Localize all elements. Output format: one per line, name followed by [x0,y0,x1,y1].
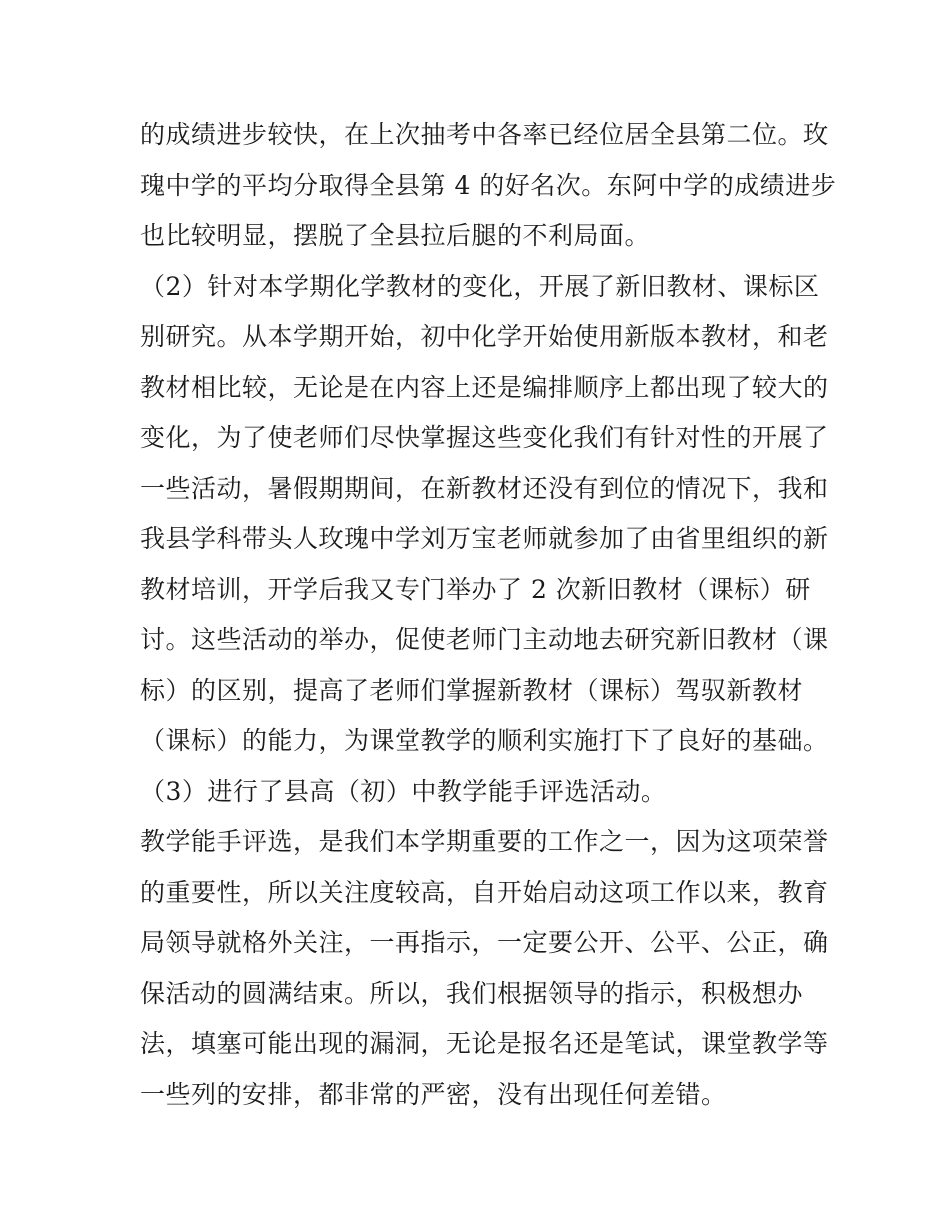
text-line: 保活动的圆满结束。所以，我们根据领导的指示，积极想办 [140,978,804,1008]
text-line: 局领导就格外关注，一再指示，一定要公开、公平、公正，确 [140,928,829,957]
text-line: （3）进行了县高（初）中教学能手评选活动。 [140,776,667,806]
text-line: 变化，为了使老师们尽快掌握这些变化我们有针对性的开展了 [140,423,829,452]
body-text [140,110,837,1120]
text-line: 教学能手评选，是我们本学期重要的工作之一，因为这项荣誉 [140,827,829,856]
text-line: 瑰中学的平均分取得全县第 4 的好名次。东阿中学的成绩进步 [140,170,837,200]
text-line: 别研究。从本学期开始，初中化学开始使用新版本教材，和老 [140,322,829,351]
text-line: 教材培训，开学后我又专门举办了 2 次新旧教材（课标）研 [140,574,811,604]
text-line: 讨。这些活动的举办，促使老师门主动地去研究新旧教材（课 [140,625,829,654]
text-line: 的成绩进步较快，在上次抽考中各率已经位居全县第二位。玫 [140,120,829,149]
text-line: 一些列的安排，都非常的严密，没有出现任何差错。 [140,1079,727,1109]
text-line: 教材相比较，无论是在内容上还是编排顺序上都出现了较大的 [140,372,829,402]
text-line: 标）的区别，提高了老师们掌握新教材（课标）驾驭新教材 [140,675,804,705]
text-line: 我县学科带头人玫瑰中学刘万宝老师就参加了由省里组织的新 [140,524,829,553]
text-line: 一些活动，暑假期期间，在新教材还没有到位的情况下，我和 [140,473,829,503]
text-line: （课标）的能力，为课堂教学的顺利实施打下了良好的基础。 [140,726,829,755]
text-line: 法，填塞可能出现的漏洞，无论是报名还是笔试，课堂教学等 [140,1029,829,1058]
text-line: （2）针对本学期化学教材的变化，开展了新旧教材、课标区 [140,271,820,301]
text-line: 的重要性，所以关注度较高，自开始启动这项工作以来，教育 [140,877,829,907]
text-line: 也比较明显，摆脱了全县拉后腿的不利局面。 [140,221,651,250]
